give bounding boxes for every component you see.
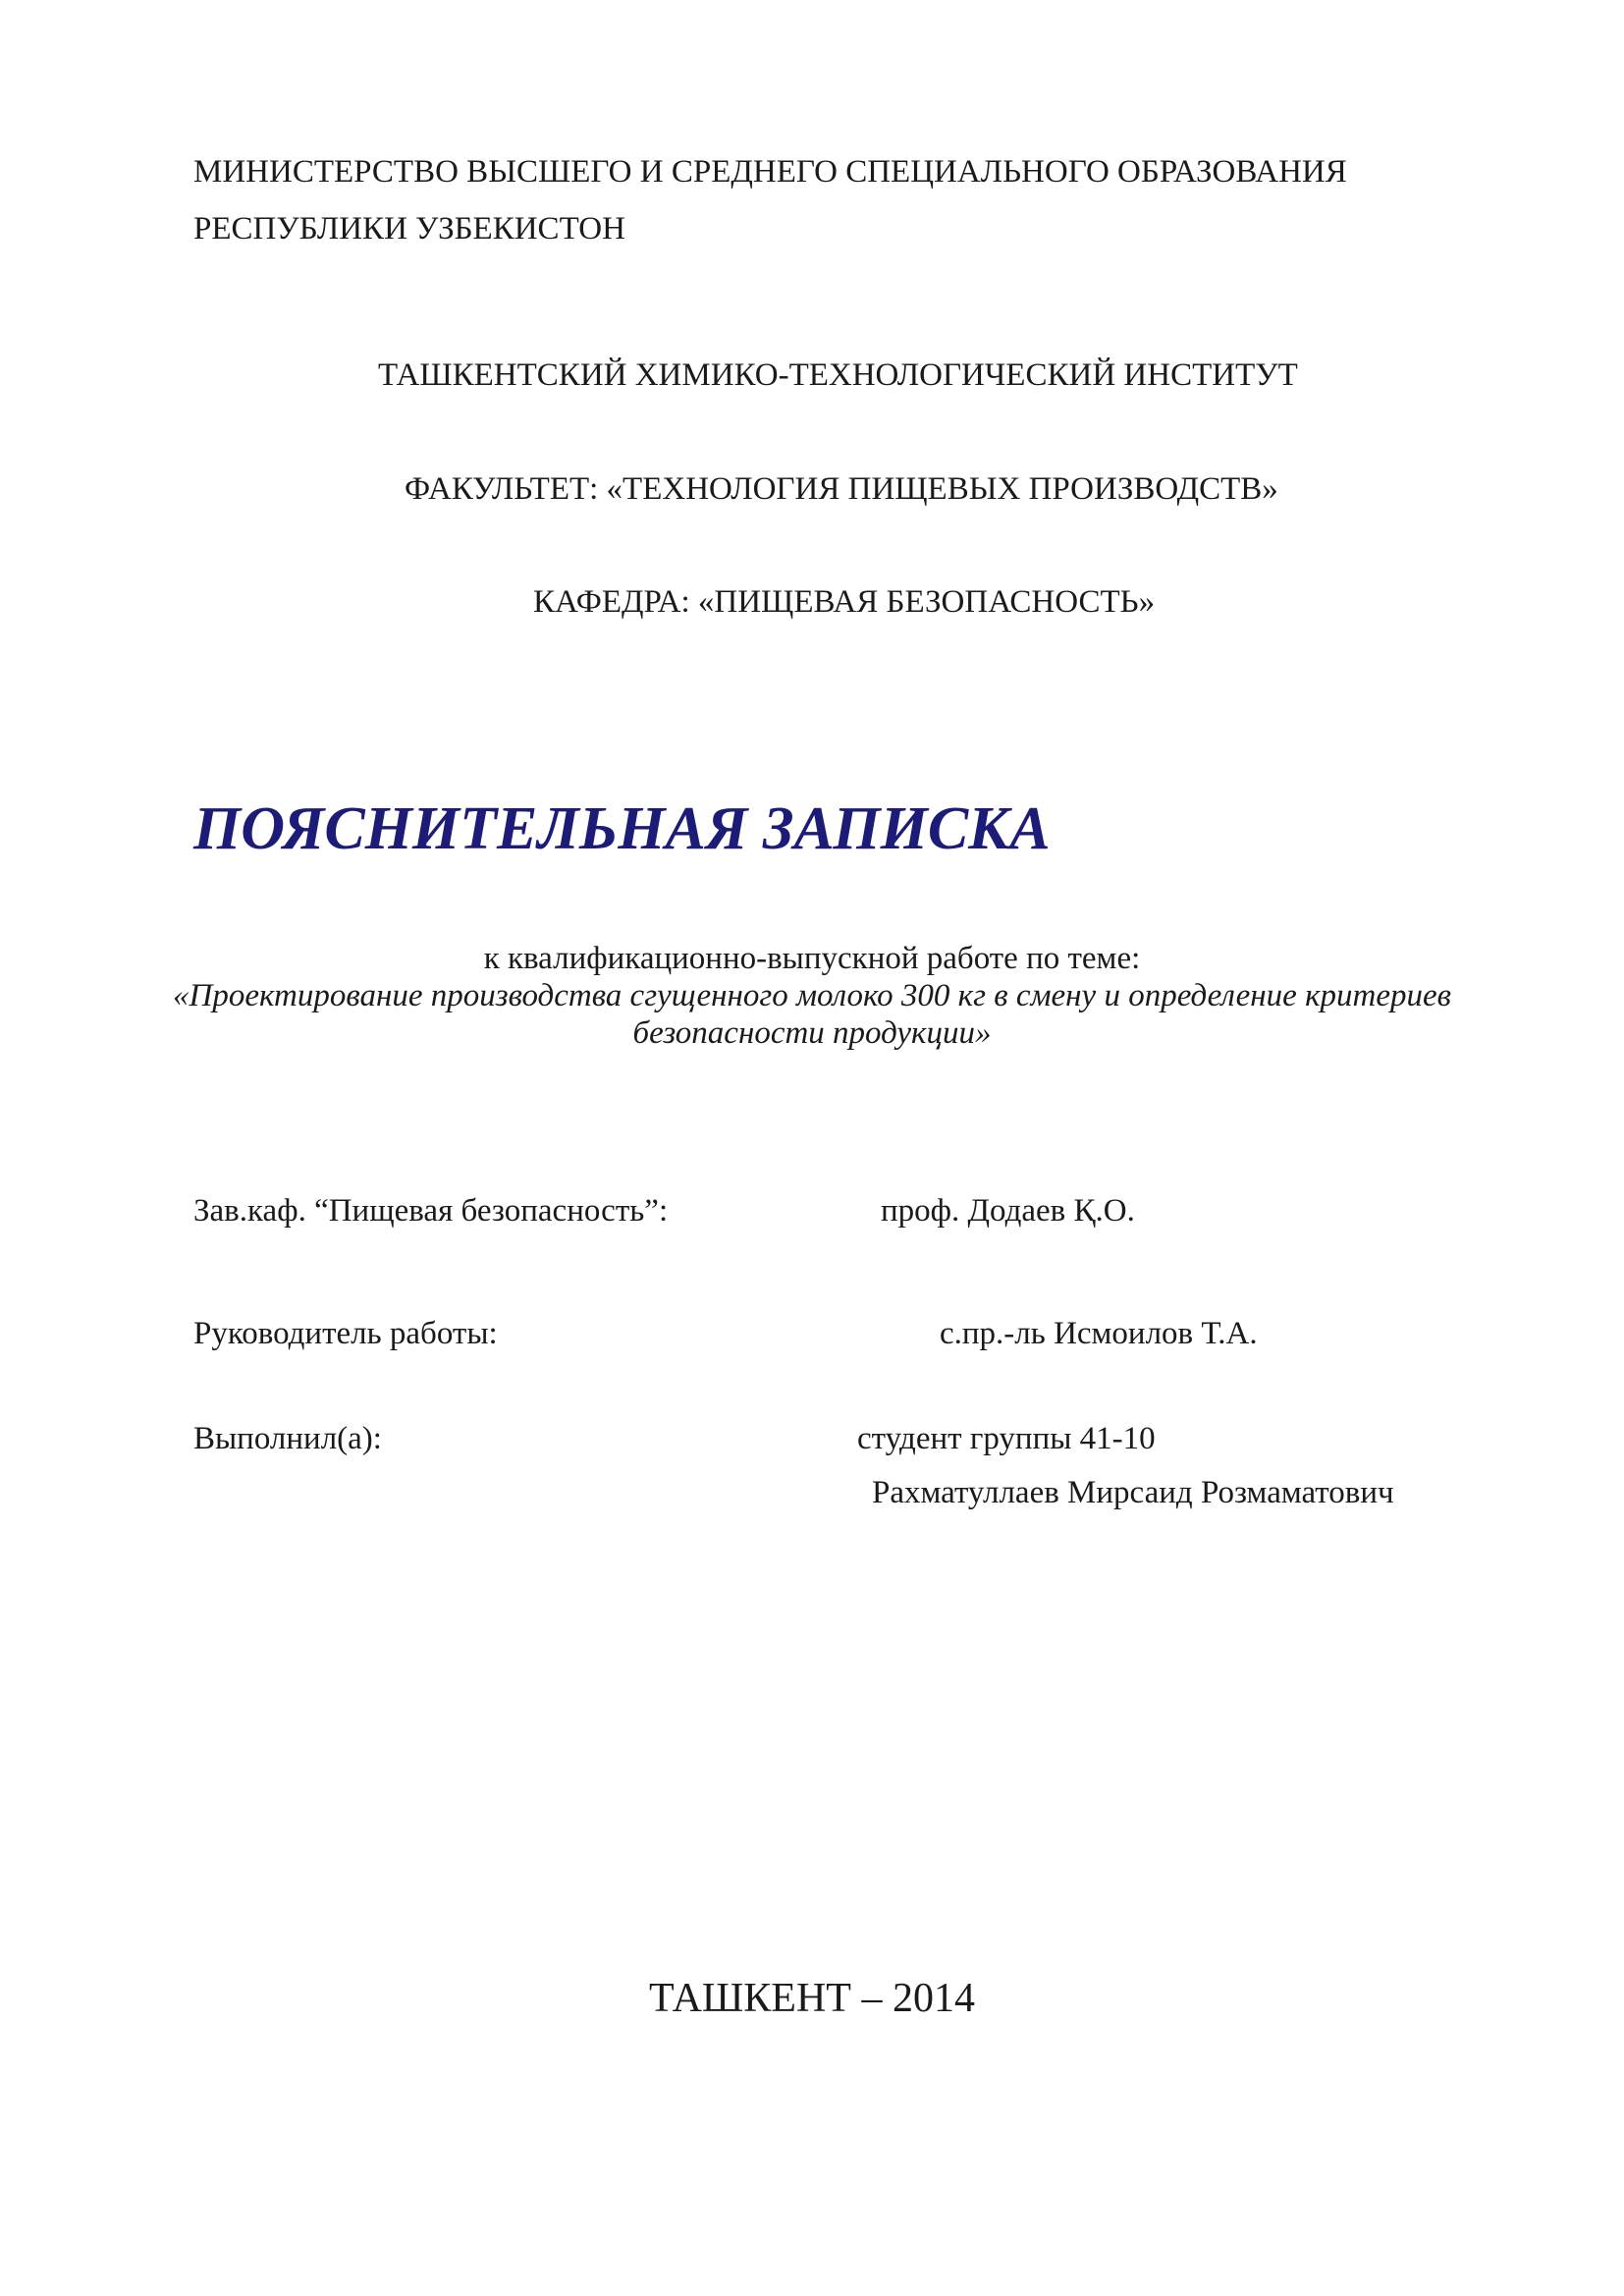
document-topic-line-2: безопасности продукции» (632, 1015, 992, 1051)
document-title: ПОЯСНИТЕЛЬНАЯ ЗАПИСКА (193, 795, 1051, 862)
department-name: КАФЕДРА: «ПИЩЕВАЯ БЕЗОПАСНОСТЬ» (533, 584, 1156, 620)
document-topic-line-1: «Проектирование производства сгущенного молоко 300 кг в смену и определение критериев (173, 978, 1451, 1013)
head-of-department-name: проф. Додаев Қ.О. (881, 1193, 1135, 1229)
ministry-line-1: МИНИСТЕРСТВО ВЫСШЕГО И СРЕДНЕГО СПЕЦИАЛЬНОГО ОБРАЗОВАНИЯ (193, 154, 1347, 190)
head-of-department-label: Зав.каф. “Пищевая безопасность”: (193, 1193, 669, 1229)
supervisor-name: с.пр.-ль Исмоилов Т.А. (940, 1316, 1258, 1351)
author-group: студент группы 41-10 (857, 1421, 1156, 1456)
city-year: ТАШКЕНТ – 2014 (649, 1976, 975, 2021)
document-subtitle: к квалификационно-выпускной работе по теме: (483, 941, 1141, 976)
faculty-name: ФАКУЛЬТЕТ: «ТЕХНОЛОГИЯ ПИЩЕВЫХ ПРОИЗВОДСТВ» (405, 471, 1278, 507)
author-name: Рахматуллаев Мирсаид Розмаматович (872, 1475, 1394, 1510)
institute-name: ТАШКЕНТСКИЙ ХИМИКО-ТЕХНОЛОГИЧЕСКИЙ ИНСТИТУТ (378, 357, 1298, 393)
author-label: Выполнил(а): (193, 1421, 382, 1456)
supervisor-label: Руководитель работы: (193, 1316, 498, 1351)
ministry-line-2: РЕСПУБЛИКИ УЗБЕКИСТОН (193, 211, 625, 246)
